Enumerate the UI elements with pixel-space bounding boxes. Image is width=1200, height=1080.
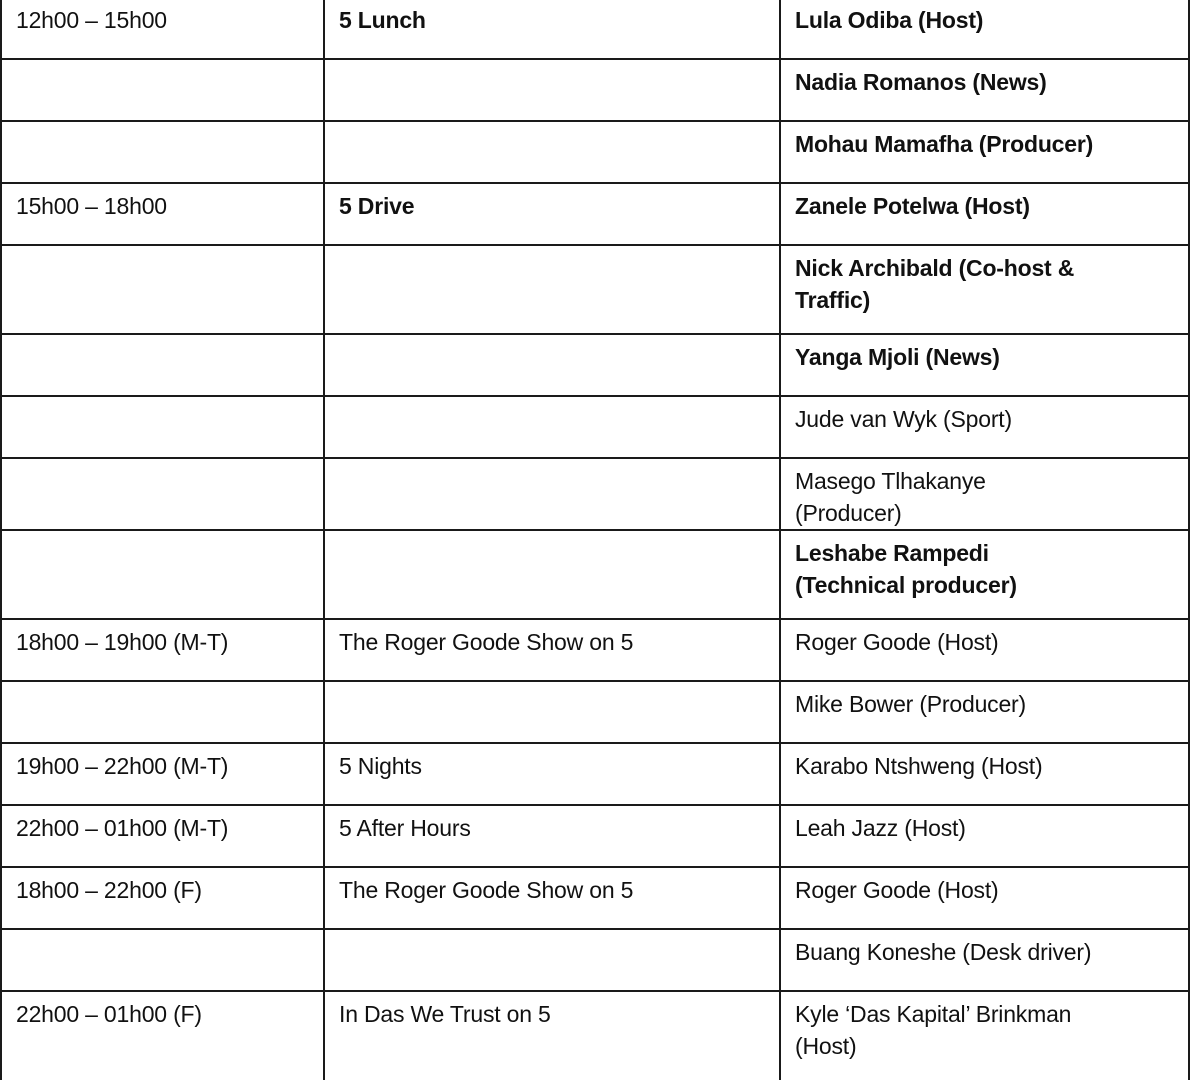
time-cell: 22h00 – 01h00 (F) — [1, 991, 324, 1080]
table-row — [1, 619, 1189, 681]
presenter-cell: Karabo Ntshweng (Host) — [780, 743, 1189, 805]
time-cell: 18h00 – 22h00 (F) — [1, 867, 324, 929]
table-row — [1, 458, 1189, 530]
table-row — [1, 929, 1189, 991]
presenter-cell: Mike Bower (Producer) — [780, 681, 1189, 743]
table-row — [1, 867, 1189, 929]
presenter-cell: Masego Tlhakanye (Producer) — [780, 458, 1189, 530]
table-row — [1, 530, 1189, 619]
time-cell: 15h00 – 18h00 — [1, 183, 324, 245]
time-cell — [1, 334, 324, 396]
show-cell: In Das We Trust on 5 — [324, 991, 780, 1080]
time-cell: 19h00 – 22h00 (M-T) — [1, 743, 324, 805]
table-row — [1, 0, 1189, 59]
table-row — [1, 183, 1189, 245]
show-cell — [324, 396, 780, 458]
presenter-cell: Leshabe Rampedi (Technical producer) — [780, 530, 1189, 619]
show-cell — [324, 245, 780, 334]
time-cell — [1, 121, 324, 183]
time-cell: 18h00 – 19h00 (M-T) — [1, 619, 324, 681]
time-cell: 22h00 – 01h00 (M-T) — [1, 805, 324, 867]
show-cell — [324, 929, 780, 991]
show-cell — [324, 530, 780, 619]
show-cell: 5 After Hours — [324, 805, 780, 867]
time-cell — [1, 681, 324, 743]
table-row — [1, 245, 1189, 334]
show-cell: 5 Lunch — [324, 0, 780, 59]
show-cell — [324, 681, 780, 743]
table-row — [1, 121, 1189, 183]
show-cell — [324, 59, 780, 121]
table-row — [1, 334, 1189, 396]
presenter-cell: Roger Goode (Host) — [780, 867, 1189, 929]
table-row — [1, 743, 1189, 805]
show-cell: 5 Nights — [324, 743, 780, 805]
table-row — [1, 396, 1189, 458]
presenter-cell: Zanele Potelwa (Host) — [780, 183, 1189, 245]
presenter-cell: Nadia Romanos (News) — [780, 59, 1189, 121]
presenter-cell: Jude van Wyk (Sport) — [780, 396, 1189, 458]
time-cell — [1, 396, 324, 458]
time-cell: 12h00 – 15h00 — [1, 0, 324, 59]
presenter-cell: Yanga Mjoli (News) — [780, 334, 1189, 396]
presenter-cell: Buang Koneshe (Desk driver) — [780, 929, 1189, 991]
show-cell: The Roger Goode Show on 5 — [324, 867, 780, 929]
presenter-cell: Nick Archibald (Co-host & Traffic) — [780, 245, 1189, 334]
show-cell — [324, 121, 780, 183]
time-cell — [1, 929, 324, 991]
time-cell — [1, 458, 324, 530]
table-row — [1, 59, 1189, 121]
presenter-cell: Leah Jazz (Host) — [780, 805, 1189, 867]
presenter-cell: Mohau Mamafha (Producer) — [780, 121, 1189, 183]
presenter-cell: Kyle ‘Das Kapital’ Brinkman (Host) — [780, 991, 1189, 1080]
time-cell — [1, 59, 324, 121]
show-cell — [324, 458, 780, 530]
time-cell — [1, 245, 324, 334]
table-row — [1, 681, 1189, 743]
table-row — [1, 805, 1189, 867]
presenter-cell: Lula Odiba (Host) — [780, 0, 1189, 59]
show-cell: The Roger Goode Show on 5 — [324, 619, 780, 681]
show-cell: 5 Drive — [324, 183, 780, 245]
table-row — [1, 991, 1189, 1080]
presenter-cell: Roger Goode (Host) — [780, 619, 1189, 681]
time-cell — [1, 530, 324, 619]
show-cell — [324, 334, 780, 396]
